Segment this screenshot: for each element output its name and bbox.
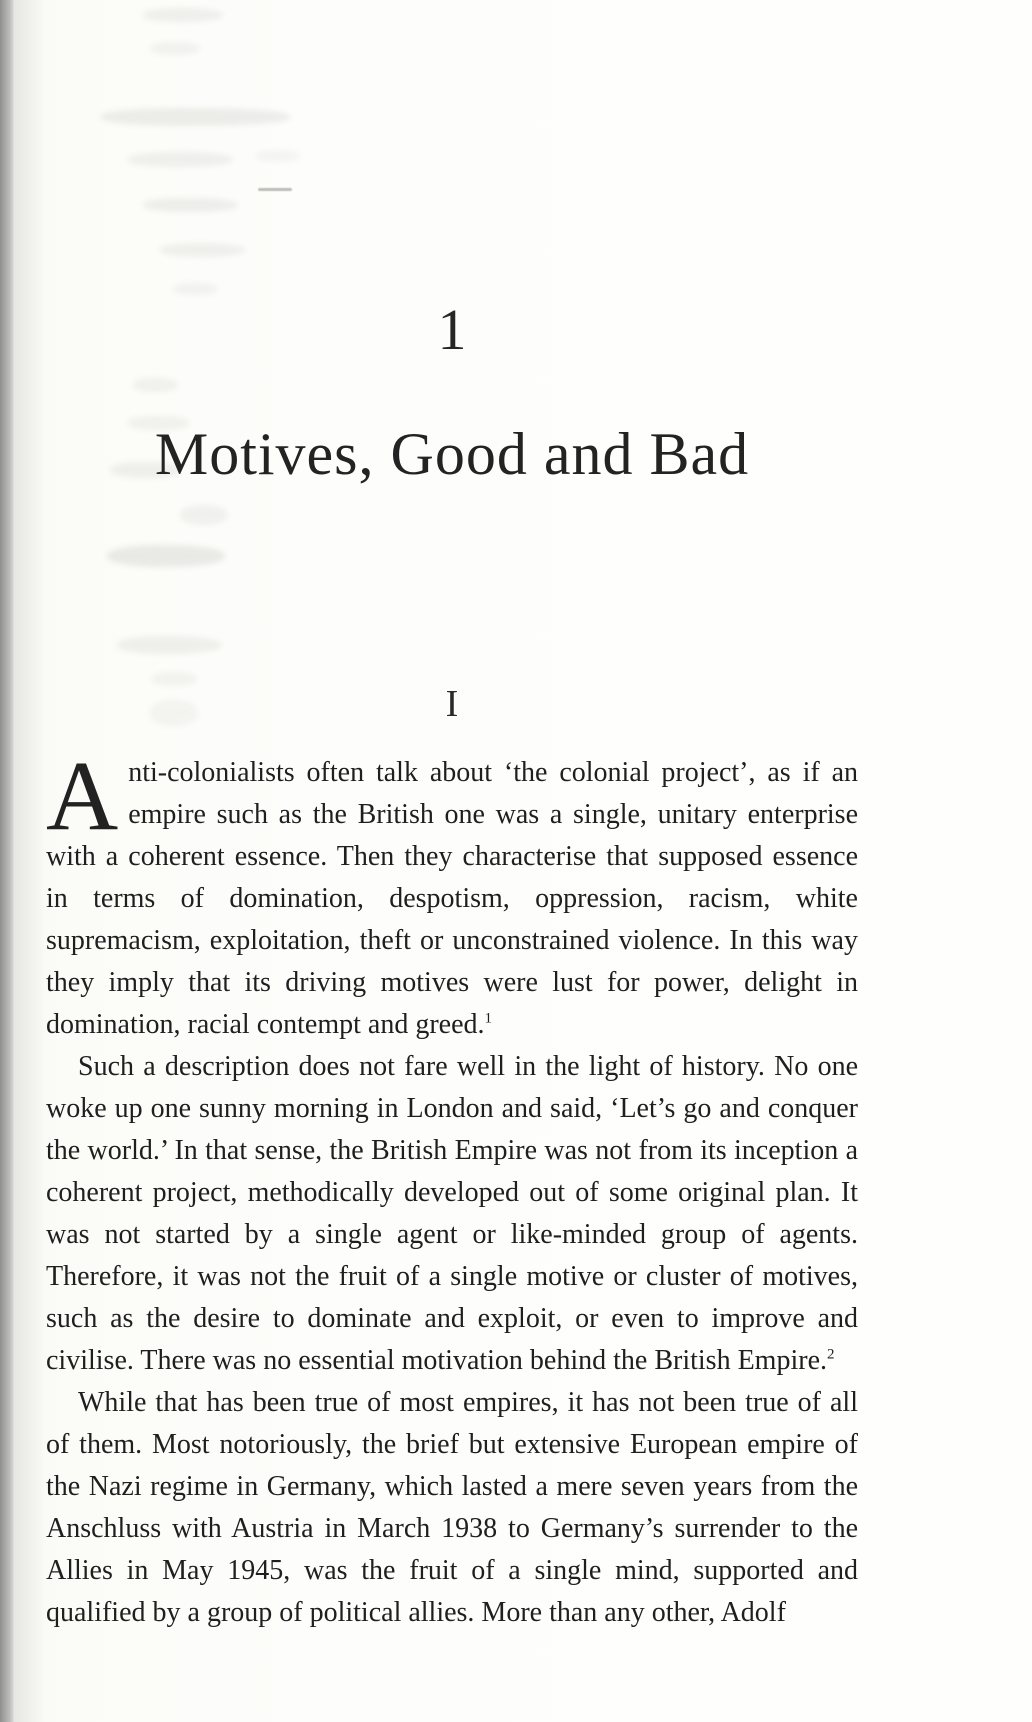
bleed-through-dash bbox=[258, 188, 292, 191]
scan-gutter-shadow bbox=[15, 0, 45, 1722]
footnote-marker-1: 1 bbox=[484, 1010, 493, 1027]
scan-gutter-edge bbox=[0, 0, 15, 1722]
footnote-marker-2: 2 bbox=[827, 1346, 835, 1363]
paragraph-2 bbox=[46, 1046, 858, 1382]
bleed-through-artifact bbox=[117, 636, 222, 654]
chapter-number: 1 bbox=[437, 297, 467, 362]
paragraph-1 bbox=[46, 740, 858, 1046]
drop-cap: A bbox=[46, 740, 119, 851]
bleed-through-artifact bbox=[143, 198, 238, 212]
paragraph-3-text: While that has been true of most empires, it has not been true of all of them. Most notoriously, the brief but extensive European empire of the Nazi regime in Germany, which lasted a mere seven years from the Anschluss with Austria in March 1938 to Germany’s surrender to the Allies in May 1945, was the fruit of a single mind, supported and qualified by a group of political allies. More than any other, Adolf bbox=[46, 1387, 858, 1628]
section-numeral: I bbox=[445, 683, 459, 725]
body-text bbox=[46, 740, 858, 1634]
paragraph-3 bbox=[46, 1382, 858, 1634]
chapter-title: Motives, Good and Bad bbox=[154, 421, 750, 487]
bleed-through-artifact bbox=[133, 378, 178, 392]
bleed-through-artifact bbox=[143, 8, 223, 22]
bleed-through-artifact bbox=[128, 152, 233, 167]
bleed-through-artifact bbox=[150, 42, 200, 55]
bleed-through-artifact bbox=[107, 545, 225, 567]
bleed-through-artifact bbox=[160, 243, 245, 257]
paragraph-2-text: Such a description does not fare well in the light of history. No one woke up one sunny morning in London and said, ‘Let’s go and conquer the world.’ In that sense, the British Empire was not from its inception a coherent project, methodically developed out of some original plan. It was not started by a single agent or like-minded group of agents. Therefore, it was not the fruit of a single motive or cluster of motives, such as the desire to dominate and exploit, or even to improve and civilise. There was no essential motivation behind the British Empire. bbox=[46, 1051, 858, 1376]
bleed-through-artifact bbox=[180, 505, 228, 525]
bleed-through-artifact bbox=[173, 283, 218, 295]
bleed-through-artifact bbox=[100, 108, 290, 126]
bleed-through-artifact bbox=[255, 150, 300, 162]
paragraph-1-text: nti-colonialists often talk about ‘the colonial project’, as if an empire such as the British one was a single, unitary enterprise with a coherent essence. Then they characterise that supposed essence in terms of domination, despotism, oppression, racism, white supremacism, exploitation, theft or unconstrained violence. In this way they imply that its driving motives were lust for power, delight in domination, racial contempt and greed. bbox=[46, 757, 858, 1040]
